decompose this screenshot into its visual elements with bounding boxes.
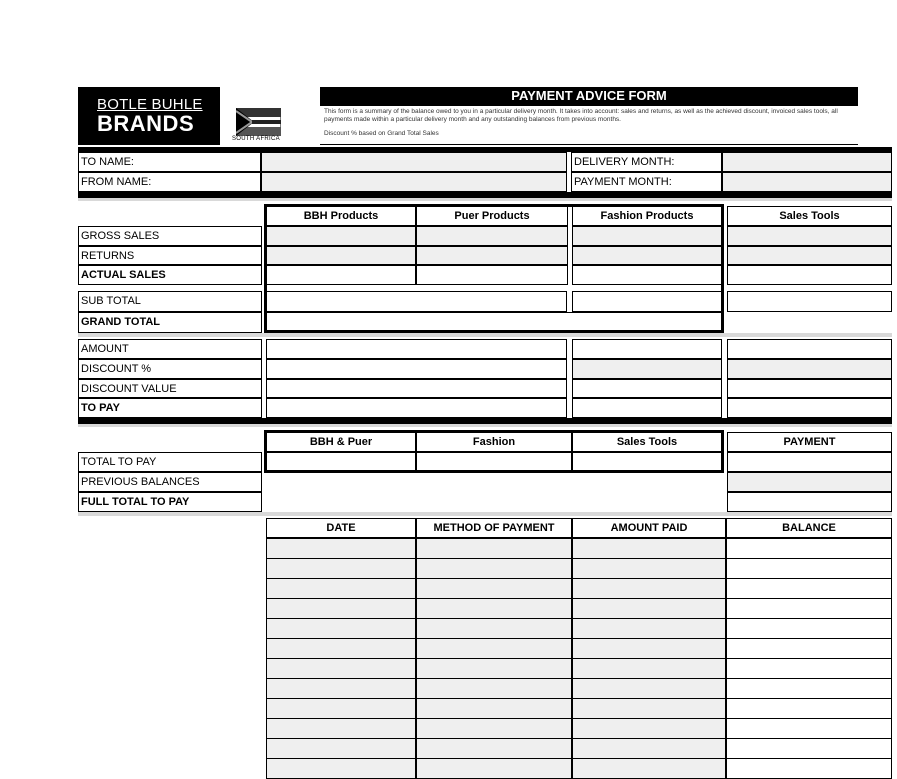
- to-pay-fashion[interactable]: [572, 398, 722, 418]
- payment-row-cell[interactable]: [572, 558, 726, 579]
- form-title: PAYMENT ADVICE FORM: [511, 88, 667, 103]
- col-fashion-products: Fashion Products: [572, 206, 722, 226]
- discount-pct-tools[interactable]: [727, 359, 892, 379]
- from-name-field[interactable]: [261, 172, 567, 192]
- payment-row-cell[interactable]: [266, 638, 416, 659]
- payment-row-cell[interactable]: [266, 538, 416, 559]
- payment-row-cell[interactable]: [726, 558, 892, 579]
- payment-full-total[interactable]: [727, 492, 892, 512]
- payment-row-cell[interactable]: [572, 698, 726, 719]
- payment-row-cell[interactable]: [266, 578, 416, 599]
- col-total-sales-tools: Sales Tools: [572, 432, 722, 452]
- payment-row-cell[interactable]: [726, 578, 892, 599]
- col-sales-tools: Sales Tools: [727, 206, 892, 226]
- payment-row-cell[interactable]: [266, 738, 416, 759]
- amount-fashion[interactable]: [572, 339, 722, 359]
- to-name-label: TO NAME:: [78, 152, 261, 172]
- to-pay-tools[interactable]: [727, 398, 892, 418]
- col-payment: PAYMENT: [727, 432, 892, 452]
- grand-total-label: GRAND TOTAL: [78, 312, 262, 333]
- payment-month-field[interactable]: [722, 172, 892, 192]
- country-label: SOUTH AFRICA: [232, 136, 280, 142]
- payment-previous[interactable]: [727, 472, 892, 492]
- payment-row-cell[interactable]: [572, 638, 726, 659]
- col-method: METHOD OF PAYMENT: [416, 518, 572, 538]
- payment-row-cell[interactable]: [726, 698, 892, 719]
- discount-value-fashion[interactable]: [572, 379, 722, 398]
- payment-row-cell[interactable]: [572, 718, 726, 739]
- title-underline: [320, 144, 858, 145]
- payment-row-cell[interactable]: [266, 558, 416, 579]
- sub-total-label: SUB TOTAL: [78, 291, 262, 312]
- payment-row-cell[interactable]: [266, 758, 416, 779]
- total-to-pay-label: TOTAL TO PAY: [78, 452, 262, 472]
- payment-row-cell[interactable]: [266, 678, 416, 699]
- discount-value-bbh-puer[interactable]: [266, 379, 567, 398]
- actual-tools[interactable]: [727, 265, 892, 285]
- payment-row-cell[interactable]: [572, 578, 726, 599]
- payment-row-cell[interactable]: [266, 598, 416, 619]
- delivery-month-label: DELIVERY MONTH:: [571, 152, 722, 172]
- payment-row-cell[interactable]: [416, 638, 572, 659]
- payment-row-cell[interactable]: [726, 738, 892, 759]
- payment-row-cell[interactable]: [416, 698, 572, 719]
- col-amount-paid: AMOUNT PAID: [572, 518, 726, 538]
- logo-line2: BRANDS: [97, 111, 195, 136]
- payment-row-cell[interactable]: [726, 598, 892, 619]
- payment-row-cell[interactable]: [572, 538, 726, 559]
- payment-total[interactable]: [727, 452, 892, 472]
- payment-row-cell[interactable]: [416, 578, 572, 599]
- header-grey-rule: [78, 198, 892, 201]
- payment-row-cell[interactable]: [726, 618, 892, 639]
- discount-grey-rule: [78, 424, 892, 427]
- payment-row-cell[interactable]: [572, 658, 726, 679]
- col-fashion: Fashion: [416, 432, 572, 452]
- discount-note: Discount % based on Grand Total Sales: [324, 130, 439, 137]
- payment-row-cell[interactable]: [416, 658, 572, 679]
- returns-tools[interactable]: [727, 246, 892, 265]
- total-thick-frame: [264, 430, 724, 473]
- previous-balances-label: PREVIOUS BALANCES: [78, 472, 262, 492]
- sales-grey-rule: [78, 333, 892, 337]
- col-puer-products: Puer Products: [416, 206, 568, 226]
- payment-row-cell[interactable]: [416, 538, 572, 559]
- col-bbh-products: BBH Products: [266, 206, 416, 226]
- form-description: This form is a summary of the balance owed to you in a particular delivery month. It takes into account: sales and returns, as well as the achieved discount, invoiced sales tools, all payments made within a particular delivery month and any outstanding balances from previous months.: [324, 108, 838, 123]
- payment-row-cell[interactable]: [726, 658, 892, 679]
- amount-label: AMOUNT: [78, 339, 262, 359]
- payment-row-cell[interactable]: [266, 618, 416, 639]
- gross-sales-label: GROSS SALES: [78, 226, 262, 246]
- total-grey-rule: [78, 512, 892, 516]
- sub-total-tools[interactable]: [727, 291, 892, 312]
- payment-row-cell[interactable]: [572, 598, 726, 619]
- payment-row-cell[interactable]: [572, 738, 726, 759]
- payment-row-cell[interactable]: [266, 658, 416, 679]
- col-bbh-puer: BBH & Puer: [266, 432, 416, 452]
- discount-value-tools[interactable]: [727, 379, 892, 398]
- payment-row-cell[interactable]: [416, 758, 572, 779]
- full-total-label: FULL TOTAL TO PAY: [78, 492, 262, 512]
- payment-row-cell[interactable]: [726, 638, 892, 659]
- payment-row-cell[interactable]: [572, 618, 726, 639]
- payment-row-cell[interactable]: [726, 718, 892, 739]
- col-balance: BALANCE: [726, 518, 892, 538]
- payment-row-cell[interactable]: [416, 738, 572, 759]
- logo-line1: BOTLE BUHLE: [97, 96, 203, 113]
- to-pay-label: TO PAY: [78, 398, 262, 418]
- discount-value-label: DISCOUNT VALUE: [78, 379, 262, 398]
- amount-bbh-puer[interactable]: [266, 339, 567, 359]
- to-pay-bbh-puer[interactable]: [266, 398, 567, 418]
- from-name-label: FROM NAME:: [78, 172, 261, 192]
- discount-pct-bbh-puer[interactable]: [266, 359, 567, 379]
- actual-sales-label: ACTUAL SALES: [78, 265, 262, 285]
- payment-month-label: PAYMENT MONTH:: [571, 172, 722, 192]
- payment-row-cell[interactable]: [416, 618, 572, 639]
- payment-row-cell[interactable]: [726, 758, 892, 779]
- gross-tools[interactable]: [727, 226, 892, 246]
- amount-tools[interactable]: [727, 339, 892, 359]
- to-name-field[interactable]: [261, 152, 567, 172]
- returns-label: RETURNS: [78, 246, 262, 265]
- payment-row-cell[interactable]: [726, 678, 892, 699]
- south-africa-flag-icon: [236, 108, 281, 136]
- delivery-month-field[interactable]: [722, 152, 892, 172]
- payment-row-cell[interactable]: [416, 598, 572, 619]
- col-date: DATE: [266, 518, 416, 538]
- payment-row-cell[interactable]: [572, 758, 726, 779]
- payment-row-cell[interactable]: [266, 698, 416, 719]
- discount-pct-label: DISCOUNT %: [78, 359, 262, 379]
- payment-row-cell[interactable]: [416, 558, 572, 579]
- payment-row-cell[interactable]: [726, 538, 892, 559]
- payment-row-cell[interactable]: [572, 678, 726, 699]
- discount-pct-fashion[interactable]: [572, 359, 722, 379]
- payment-row-cell[interactable]: [416, 718, 572, 739]
- payment-row-cell[interactable]: [266, 718, 416, 739]
- sales-thick-frame: [264, 204, 724, 333]
- payment-row-cell[interactable]: [416, 678, 572, 699]
